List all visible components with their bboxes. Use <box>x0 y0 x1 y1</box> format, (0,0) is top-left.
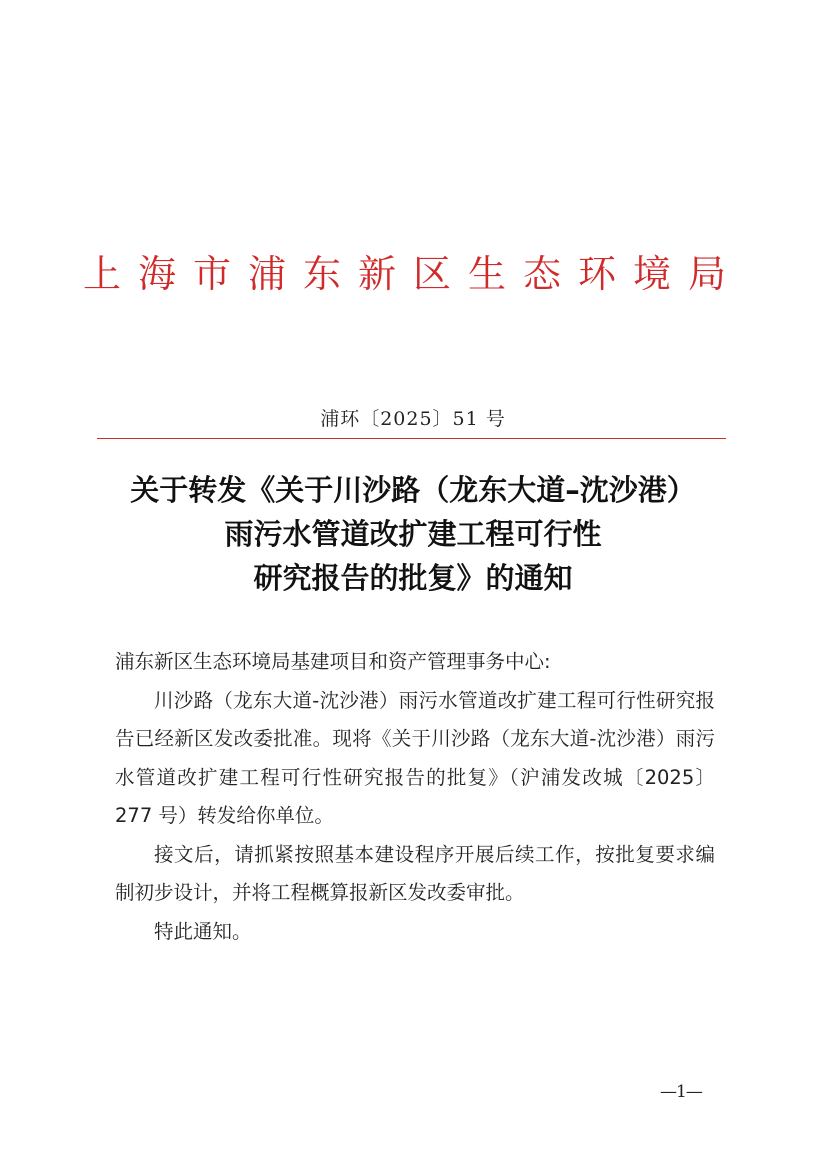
document-title <box>90 468 736 600</box>
red-divider-line <box>97 438 726 439</box>
title-line-3: 研究报告的批复》的通知 <box>253 561 573 595</box>
document-number: 浦环〔2025〕51 号 <box>320 408 506 430</box>
page-number: —1— <box>660 1082 702 1102</box>
document-body <box>115 643 715 951</box>
title-line-1: 关于转发《关于川沙路（龙东大道–沈沙港） <box>130 473 696 507</box>
recipient-line: 浦东新区生态环境局基建项目和资产管理事务中心: <box>115 650 551 673</box>
closing-line: 特此通知。 <box>154 919 252 943</box>
issuing-organization-header: 上海市浦东新区生态环境局 <box>82 252 743 296</box>
body-paragraph-1: 川沙路（龙东大道-沈沙港）雨污水管道改扩建工程可行性研究报告已经新区发改委批准。现将《关于川沙路（龙东大道-沈沙港）雨污水管道改扩建工程可行性研究报告的批复》（沪浦发改城〔2025〕277 号）转发给你单位。 <box>115 688 715 827</box>
title-line-2: 雨污水管道改扩建工程可行性 <box>224 517 602 551</box>
body-paragraph-2: 接文后，请抓紧按照基本建设程序开展后续工作，按批复要求编制初步设计，并将工程概算报新区发改委审批。 <box>115 842 715 904</box>
